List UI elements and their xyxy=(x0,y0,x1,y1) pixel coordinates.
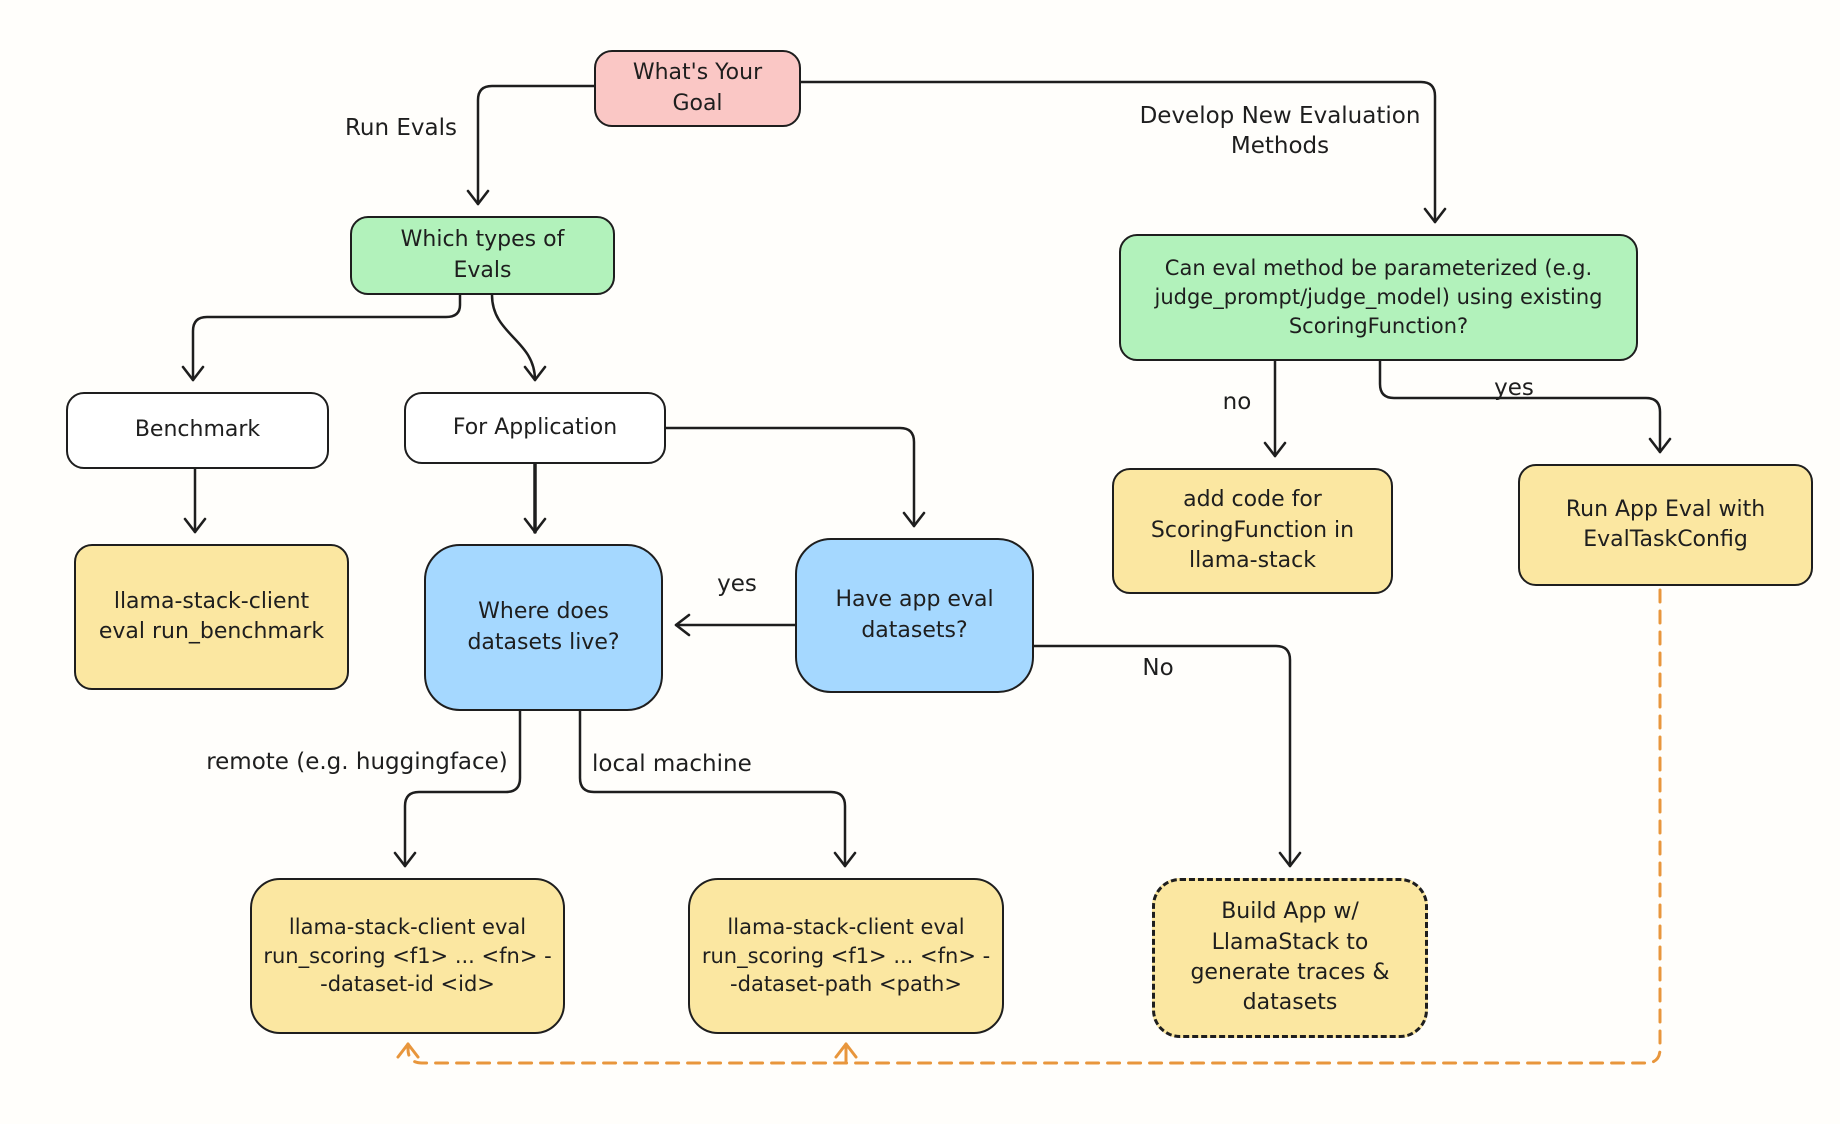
edge-label-no-param: no xyxy=(1222,389,1252,415)
edge-label-local-machine: local machine xyxy=(592,751,752,777)
edge-label-remote-huggingface: remote (e.g. huggingface) xyxy=(206,749,508,775)
arrow-where-datasets-remote-to-run-scoring-id xyxy=(405,711,520,866)
node-label-eval-run-benchmark: llama-stack-client eval run_benchmark xyxy=(98,588,325,644)
node-label-run-scoring-dataset-id: llama-stack-client eval run_scoring <f1> ... <fn> --dataset-id <id> xyxy=(263,914,552,997)
edge-label-develop-new-evaluation-methods: Develop New Evaluation Methods xyxy=(1139,103,1421,159)
edge-label-yes-param: yes xyxy=(1494,375,1534,401)
node-label-have-app-eval-datasets: Have app eval datasets? xyxy=(835,587,994,643)
arrow-for-application-to-have-datasets xyxy=(666,428,914,526)
edge-label-run-evals: Run Evals xyxy=(344,115,458,141)
node-label-where-does-datasets-live: Where does datasets live? xyxy=(467,599,620,655)
node-label-benchmark: Benchmark xyxy=(134,417,261,443)
node-label-which-types-of-evals: Which types of Evals xyxy=(400,227,565,283)
node-run-app-eval-with-evaltaskconfig xyxy=(1518,464,1813,586)
arrow-where-datasets-local-to-run-scoring-path xyxy=(580,711,845,866)
node-where-does-datasets-live xyxy=(424,544,663,711)
node-benchmark xyxy=(66,392,329,469)
arrow-which-types-to-for-application xyxy=(492,295,535,380)
node-can-eval-method-be-parameterized xyxy=(1119,234,1638,361)
node-label-add-code-for-scoringfunction: add code for ScoringFunction in llama-stack xyxy=(1150,487,1355,574)
node-label-build-app-with-llamastack: Build App w/ LlamaStack to generate traces & datasets xyxy=(1190,899,1390,1016)
node-label-for-application: For Application xyxy=(452,414,618,440)
node-build-app-with-llamastack xyxy=(1152,878,1428,1038)
node-label-can-eval-method-be-parameterized: Can eval method be parameterized (e.g. judge_prompt/judge_model) using existing ScoringFunction? xyxy=(1154,256,1603,338)
edge-label-yes-have-datasets: yes xyxy=(717,571,757,597)
arrow-which-types-to-benchmark xyxy=(193,295,460,380)
node-for-application xyxy=(404,392,666,464)
edge-label-no-have-datasets: No xyxy=(1142,655,1174,681)
arrow-goal-to-which-types xyxy=(478,86,594,204)
node-eval-run-benchmark xyxy=(74,544,349,690)
node-run-scoring-dataset-id xyxy=(250,878,565,1034)
node-label-run-app-eval-with-evaltaskconfig: Run App Eval with EvalTaskConfig xyxy=(1565,496,1766,552)
node-add-code-for-scoringfunction xyxy=(1112,468,1393,594)
node-label-whats-your-goal: What's Your Goal xyxy=(632,60,763,116)
node-whats-your-goal xyxy=(594,50,801,127)
node-which-types-of-evals xyxy=(350,216,615,295)
node-label-run-scoring-dataset-path: llama-stack-client eval run_scoring <f1> ... <fn> --dataset-path <path> xyxy=(701,914,991,997)
node-have-app-eval-datasets xyxy=(795,538,1034,693)
node-run-scoring-dataset-path xyxy=(688,878,1004,1034)
